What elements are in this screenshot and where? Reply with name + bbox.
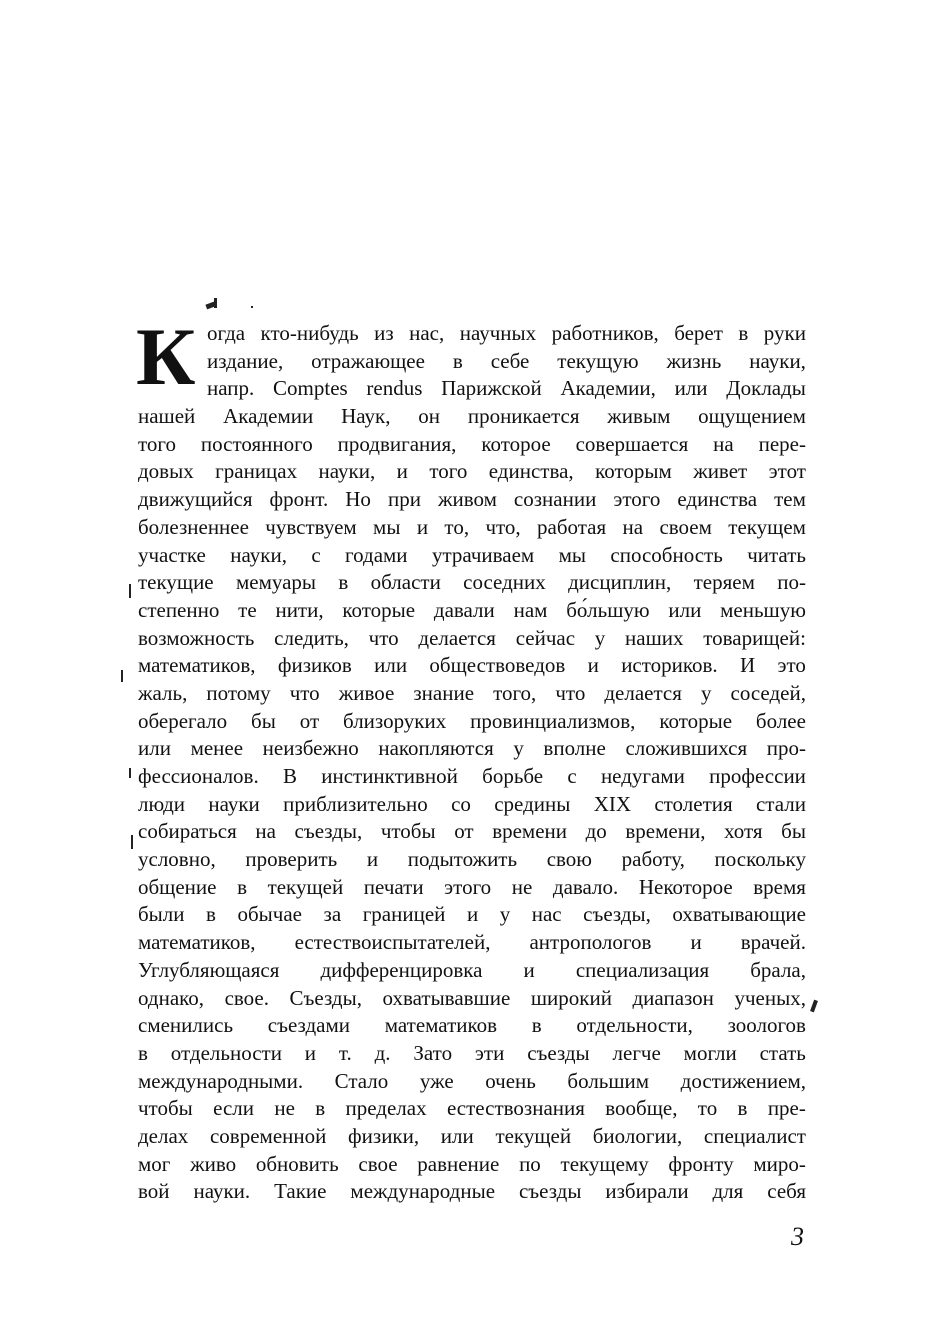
scan-speck [251, 306, 253, 308]
scan-speck [131, 835, 133, 849]
text-line: текущие мемуары в области соседних дисциплин, теряем по- [138, 570, 806, 595]
text-line: сменились съездами математиков в отдельности, зоологов [138, 1013, 806, 1038]
scan-speck [129, 584, 131, 598]
drop-cap: К [136, 311, 196, 402]
text-line: делах современной физики, или текущей биологии, специалист [138, 1123, 806, 1148]
text-line: международными. Стало уже очень большим достижением, [138, 1068, 806, 1093]
text-line: чтобы если не в пределах естествознания вообще, то в пре- [138, 1096, 806, 1121]
text-line: однако, свое. Съезды, охватывавшие широкий диапазон ученых, [138, 985, 806, 1010]
text-line: люди науки приблизительно со средины XIX столетия стали [138, 791, 806, 816]
text-line: были в обычае за границей и у нас съезды, охватывающие [138, 902, 806, 927]
body-text [136, 311, 806, 1206]
text-line: фессионалов. В инстинктивной борьбе с недугами профессии [138, 764, 806, 788]
text-line: движущийся фронт. Но при живом сознании этого единства тем [138, 487, 806, 512]
text-line: вой науки. Такие международные съезды избирали для себя [138, 1179, 806, 1204]
text-line: болезненнее чувствуем мы и то, что, работая на своем текущем [138, 514, 806, 539]
text-line: мог живо обновить свое равнение по текущему фронту миро- [138, 1151, 806, 1176]
scan-speck [810, 1000, 818, 1013]
text-line: жаль, потому что живое знание того, что делается у соседей, [138, 680, 806, 705]
text-line: в отдельности и т. д. Зато эти съезды легче могли стать [138, 1040, 806, 1065]
text-line: оберегало бы от близоруких провинциализмов, которые более [138, 708, 806, 733]
text-line: математиков, физиков или обществоведов и историков. И это [138, 653, 806, 678]
text-line: участке науки, с годами утрачиваем мы способность читать [138, 542, 806, 567]
text-line: степенно те нити, которые давали нам бо́льшую или меньшую [138, 597, 806, 622]
text-line: издание, отражающее в себе текущую жизнь науки, [207, 348, 806, 373]
text-line: Углубляющаяся дифференцировка и специализация брала, [138, 957, 806, 982]
text-line: математиков, естествоиспытателей, антропологов и врачей. [138, 930, 806, 955]
scan-speck [121, 670, 123, 682]
text-line: общение в текущей печати этого не давало. Некоторое время [138, 874, 806, 899]
text-line: нашей Академии Наук, он проникается живым ощущением [138, 404, 806, 429]
text-line: возможность следить, что делается сейчас у наших товарищей: [138, 625, 806, 650]
page-number: 3 [791, 1222, 804, 1251]
text-line: или менее неизбежно накопляются у вполне сложившихся про- [138, 736, 806, 761]
text-line: напр. Comptes rendus Парижской Академии, или Доклады [207, 376, 806, 401]
scan-speck [129, 768, 131, 778]
text-line: условно, проверить и подытожить свою работу, поскольку [138, 847, 806, 872]
scan-speck [214, 298, 217, 308]
text-line: огда кто-нибудь из нас, научных работников, берет в руки [207, 321, 806, 345]
text-line: собираться на съезды, чтобы от времени до времени, хотя бы [138, 819, 806, 844]
text-line: довых границах науки, и того единства, которым живет этот [138, 459, 806, 484]
text-line: того постоянного продвигания, которое совершается на пере- [138, 431, 806, 456]
